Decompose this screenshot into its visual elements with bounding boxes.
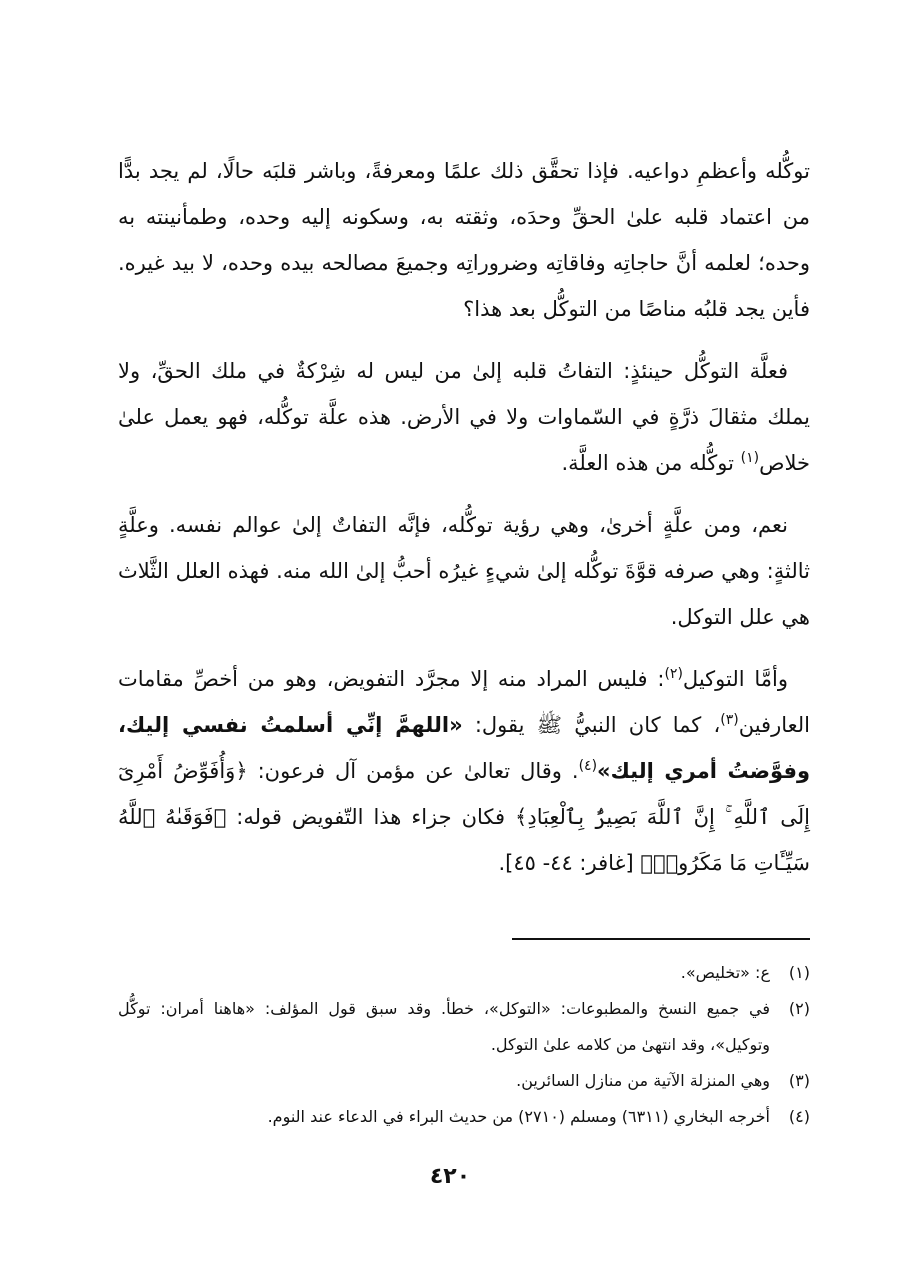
- footnote-text: أخرجه البخاري (٦٣١١) ومسلم (٢٧١٠) من حديث البراء في الدعاء عند النوم.: [267, 1107, 770, 1126]
- paragraph-2-text-b: توكُّله من هذه العلَّة.: [561, 451, 741, 475]
- footnote-text: في جميع النسخ والمطبوعات: «التوكل»، خطأ. وقد سبق قول المؤلف: «هاهنا أمران: توكُّل وتوكيل»، وقد انتهىٰ من كلامه علىٰ التوكل.: [118, 999, 770, 1054]
- paragraph-4-text-3: ، كما كان النبيُّ ﷺ يقول:: [462, 713, 721, 737]
- footnote-text: وهي المنزلة الآتية من منازل السائرين.: [516, 1071, 770, 1090]
- footnotes: [118, 955, 810, 1135]
- paragraph-4-text-2: : فليس المراد منه إلا مجرَّد التفويض، وهو من أخصِّ مقامات العارفين: [118, 667, 810, 737]
- quran-verse-2: ﴿فَوَقَىٰهُ ٱللَّهُ سَيِّـَٔاتِ مَا مَكَرُوا۟﴾: [118, 805, 810, 875]
- footnote-ref-1[interactable]: (١): [740, 450, 760, 466]
- footnote-ref-3[interactable]: (٣): [720, 712, 739, 728]
- footnote-separator: [512, 938, 810, 940]
- footnote-number: (٢): [788, 999, 810, 1018]
- page-number: ٤٢٠: [429, 1164, 471, 1189]
- hadith-quote: «اللهمَّ إنِّي أسلمتُ نفسي إليك، وفوَّضتُ أمري إليك»: [118, 713, 810, 783]
- paragraph-2: [118, 348, 810, 486]
- footnote-number: (١): [788, 963, 810, 982]
- footnote-2: [118, 991, 810, 1063]
- footnote-number: (٣): [788, 1071, 810, 1090]
- quran-verse-1: ﴿وَأُفَوِّضُ أَمْرِىٓ إِلَى ٱللَّهِ ۚ إِنَّ ٱللَّهَ بَصِيرٌۢ بِٱلْعِبَادِ﴾: [118, 759, 811, 829]
- footnote-1: [118, 955, 810, 991]
- main-text: [118, 148, 810, 902]
- paragraph-4-text-1: وأمَّا التوكيل: [682, 667, 788, 691]
- paragraph-3: نعم، ومن علَّةٍ أخرىٰ، وهي رؤية توكُّله، فإنَّه التفاتٌ إلىٰ عوالم نفسه. وعلَّةٍ ثالثةٍ: وهي صرفه قوَّةَ توكُّله إلىٰ شيءٍ غيرُه أحبُّ إلىٰ الله منه. فهذه العلل الثَّلاث هي علل التوكل.: [118, 513, 810, 629]
- footnote-3: [118, 1063, 810, 1099]
- paragraph-4-text-5: فكان جزاء هذا التّفويض قوله:: [226, 805, 516, 829]
- footnote-number: (٤): [788, 1107, 810, 1126]
- paragraph-2-text-a: فعلَّة التوكُّل حينئذٍ: التفاتُ قلبه إلىٰ من ليس له شِرْكةٌ في ملك الحقِّ، ولا يملك مثقالَ ذرَّةٍ في السّماوات ولا في الأرض. هذه علَّة توكُّله، فهو يعمل علىٰ خلاص: [118, 359, 810, 475]
- footnote-ref-2[interactable]: (٢): [664, 666, 683, 682]
- paragraph-1: توكُّله وأعظمِ دواعيه. فإذا تحقَّق ذلك علمًا ومعرفةً، وباشر قلبَه حالًا، لم يجد بدًّا من اعتماد قلبه علىٰ الحقِّ وحدَه، وثقته به، وسكونه إليه وحده، وطمأنينته به وحده؛ لعلمه أنَّ حاجاتِه وفاقاتِه وضروراتِه وجميعَ مصالحه بيده وحده، لا بيد غيره. فأين يجد قلبُه مناصًا من التوكُّل بعد هذا؟: [118, 159, 810, 321]
- footnote-ref-4[interactable]: (٤): [578, 758, 598, 774]
- paragraph-4-text-4: . وقال تعالىٰ عن مؤمن آل فرعون:: [247, 759, 579, 783]
- paragraph-4: [118, 656, 810, 886]
- footnote-text: ع: «تخليص».: [680, 963, 770, 982]
- footnote-4: [118, 1099, 810, 1135]
- verse-citation: [غافر: ٤٤- ٤٥].: [498, 851, 641, 875]
